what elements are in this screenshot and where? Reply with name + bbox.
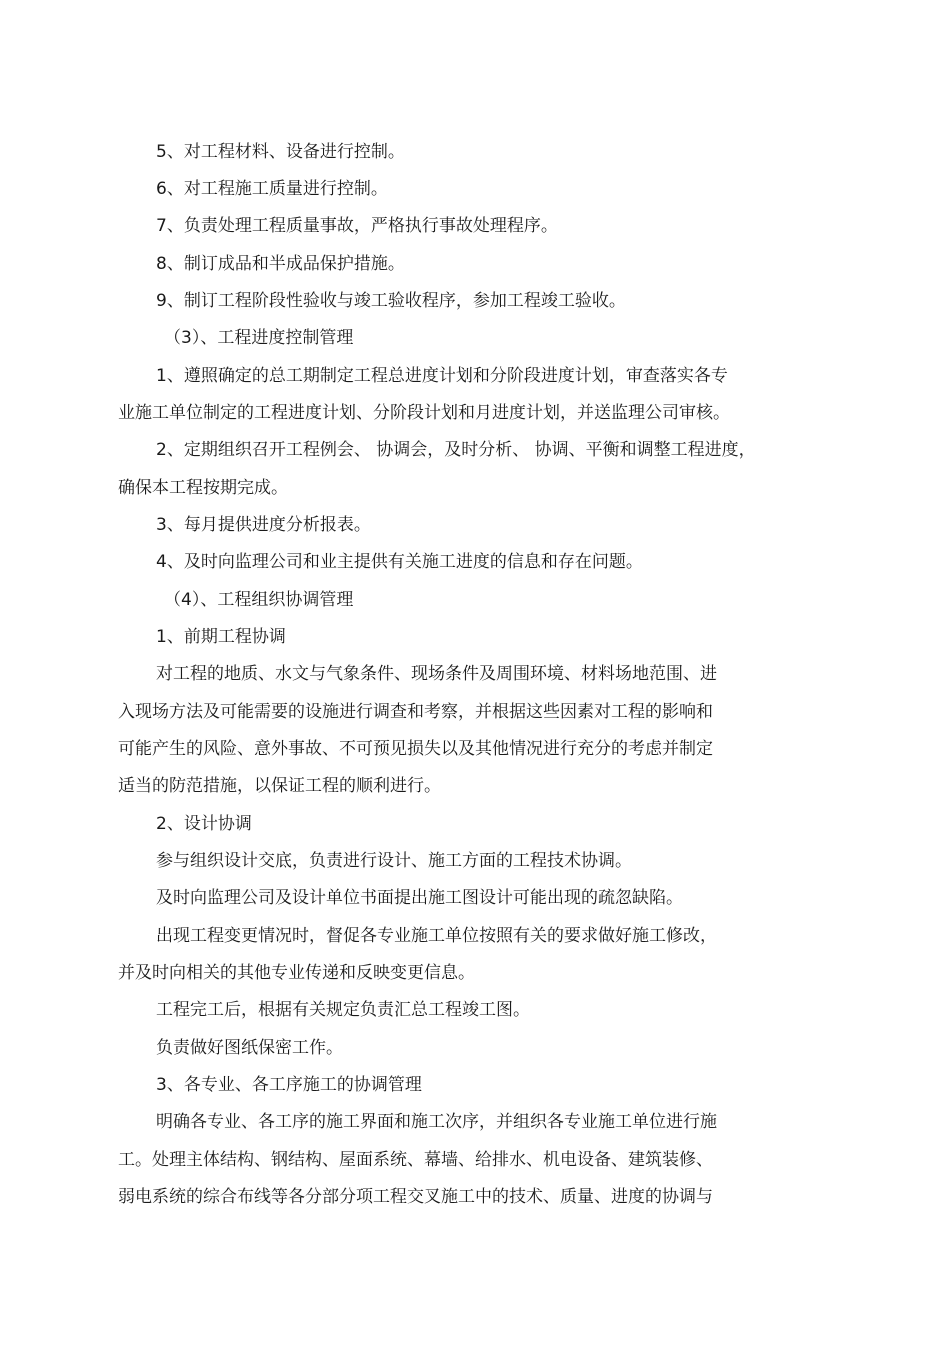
paragraph-line: 弱电系统的综合布线等各分部分项工程交叉施工中的技术、质量、进度的协调与: [118, 1187, 713, 1207]
list-item-6: 6、对工程施工质量进行控制。: [156, 179, 388, 199]
paragraph-line: 及时向监理公司及设计单位书面提出施工图设计可能出现的疏忽缺陷。: [156, 888, 683, 908]
list-item-7: 7、负责处理工程质量事故，严格执行事故处理程序。: [156, 216, 558, 236]
paragraph-line: 明确各专业、各工序的施工界面和施工次序，并组织各专业施工单位进行施: [156, 1112, 717, 1132]
paragraph-line: 工。处理主体结构、钢结构、屋面系统、幕墙、给排水、机电设备、建筑装修、: [118, 1150, 713, 1170]
paragraph-line: 4、及时向监理公司和业主提供有关施工进度的信息和存在问题。: [156, 552, 643, 572]
paragraph-line: 业施工单位制定的工程进度计划、分阶段计划和月进度计划，并送监理公司审核。: [118, 403, 730, 423]
paragraph-line: 对工程的地质、水文与气象条件、现场条件及周围环境、材料场地范围、进: [156, 664, 717, 684]
paragraph-line: 负责做好图纸保密工作。: [156, 1038, 343, 1058]
paragraph-line: 工程完工后，根据有关规定负责汇总工程竣工图。: [156, 1000, 530, 1020]
list-item-8: 8、制订成品和半成品保护措施。: [156, 254, 405, 274]
section-heading-4: （4）、工程组织协调管理: [164, 590, 354, 610]
paragraph-line: 1、遵照确定的总工期制定工程总进度计划和分阶段进度计划，审查落实各专: [156, 366, 728, 386]
paragraph-line: 适当的防范措施，以保证工程的顺利进行。: [118, 776, 441, 796]
subheading: 1、前期工程协调: [156, 627, 286, 647]
paragraph-line: 可能产生的风险、意外事故、不可预见损失以及其他情况进行充分的考虑并制定: [118, 739, 713, 759]
paragraph-line: 2、定期组织召开工程例会、 协调会，及时分析、 协调、平衡和调整工程进度，: [156, 440, 756, 460]
paragraph-line: 并及时向相关的其他专业传递和反映变更信息。: [118, 963, 475, 983]
subheading: 3、各专业、各工序施工的协调管理: [156, 1075, 422, 1095]
list-item-5: 5、对工程材料、设备进行控制。: [156, 142, 405, 162]
paragraph-line: 出现工程变更情况时，督促各专业施工单位按照有关的要求做好施工修改，: [156, 926, 717, 946]
section-heading-3: （3）、工程进度控制管理: [164, 328, 354, 348]
paragraph-line: 确保本工程按期完成。: [118, 478, 288, 498]
paragraph-line: 入现场方法及可能需要的设施进行调查和考察，并根据这些因素对工程的影响和: [118, 702, 713, 722]
subheading: 2、设计协调: [156, 814, 252, 834]
paragraph-line: 参与组织设计交底，负责进行设计、施工方面的工程技术协调。: [156, 851, 632, 871]
list-item-9: 9、制订工程阶段性验收与竣工验收程序，参加工程竣工验收。: [156, 291, 626, 311]
paragraph-line: 3、每月提供进度分析报表。: [156, 515, 371, 535]
